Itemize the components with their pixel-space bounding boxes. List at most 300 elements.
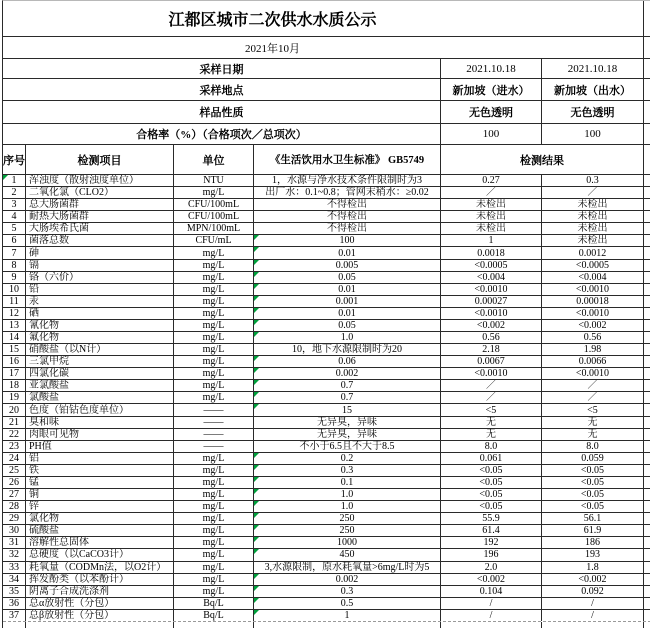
- seq-cell: 8: [3, 260, 26, 271]
- seq-cell: 31: [3, 537, 26, 548]
- result-cell-1: <0.002: [441, 574, 542, 585]
- table-row: [3, 586, 650, 598]
- result-cell-1: 无: [441, 417, 542, 428]
- table-row: [3, 489, 650, 501]
- clipped-edge-column: [644, 465, 650, 476]
- unit-cell: mg/L: [174, 247, 254, 258]
- clipped-edge-column: [644, 610, 650, 621]
- clipped-edge-column: [644, 549, 650, 560]
- result-cell-2: 1.8: [542, 562, 644, 573]
- unit-cell: mg/L: [174, 537, 254, 548]
- seq-cell: 14: [3, 332, 26, 343]
- info-value-1: 2021.10.18: [441, 59, 542, 78]
- standard-cell: 0.7: [254, 380, 441, 391]
- result-cell-1: <5: [441, 404, 542, 415]
- table-row: [3, 417, 650, 429]
- result-cell-2: /: [542, 598, 644, 609]
- green-corner-flag-icon: [254, 453, 259, 458]
- result-cell-2: 未检出: [542, 223, 644, 234]
- item-cell: 氰化物: [26, 320, 174, 331]
- unit-cell: mg/L: [174, 489, 254, 500]
- item-cell: 铬（六价）: [26, 272, 174, 283]
- green-corner-flag-icon: [254, 404, 259, 409]
- result-cell-1: 61.4: [441, 525, 542, 536]
- seq-cell: 5: [3, 223, 26, 234]
- result-cell-1: <0.0010: [441, 368, 542, 379]
- green-corner-flag-icon: [254, 247, 259, 252]
- clipped-edge-column: [644, 124, 650, 144]
- standard-cell: 250: [254, 525, 441, 536]
- report-month: 2021年10月: [245, 42, 300, 55]
- item-cell: 溶解性总固体: [26, 537, 174, 548]
- green-corner-flag-icon: [254, 332, 259, 337]
- result-cell-2: 0.3: [542, 175, 644, 186]
- result-cell-2: <0.0005: [542, 260, 644, 271]
- unit-cell: mg/L: [174, 344, 254, 355]
- seq-cell: 30: [3, 525, 26, 536]
- seq-cell: 2: [3, 187, 26, 198]
- result-cell-2: <0.0010: [542, 368, 644, 379]
- clipped-edge-column: [644, 574, 650, 585]
- col-header-result: 检测结果: [441, 145, 644, 174]
- item-cell: 硫酸盐: [26, 525, 174, 536]
- item-cell: 耗氧量（CODMn法，以O2计）: [26, 562, 174, 573]
- clipped-edge-column: [644, 501, 650, 512]
- unit-cell: mg/L: [174, 465, 254, 476]
- item-cell: 总α放射性（分包）: [26, 598, 174, 609]
- green-corner-flag-icon: [254, 525, 259, 530]
- item-cell: 色度（铂钴色度单位）: [26, 404, 174, 415]
- standard-cell: 不得检出: [254, 211, 441, 222]
- item-cell: 汞: [26, 296, 174, 307]
- seq-cell: 13: [3, 320, 26, 331]
- green-corner-flag-icon: [254, 272, 259, 277]
- standard-cell: 0.3: [254, 465, 441, 476]
- info-value-2: 无色透明: [542, 101, 644, 123]
- result-cell-1: <0.0010: [441, 284, 542, 295]
- column-header-row: [3, 145, 650, 175]
- clipped-edge-column: [644, 260, 650, 271]
- standard-cell: 0.05: [254, 320, 441, 331]
- item-cell: 氯化物: [26, 513, 174, 524]
- item-cell: 铜: [26, 489, 174, 500]
- seq-cell: 11: [3, 296, 26, 307]
- unit-cell: mg/L: [174, 586, 254, 597]
- seq-cell: 3: [3, 199, 26, 210]
- standard-cell: 1: [254, 610, 441, 621]
- standard-cell: 3,水源限制，原水耗氧量>6mg/L时为5: [254, 562, 441, 573]
- subtitle-row: [3, 37, 650, 59]
- green-corner-flag-icon: [254, 549, 259, 554]
- clipped-edge-column: [644, 453, 650, 464]
- clipped-edge-column: [644, 37, 650, 58]
- seq-cell: 10: [3, 284, 26, 295]
- table-row: [3, 537, 650, 549]
- clipped-edge-column: [644, 101, 650, 123]
- seq-cell: 22: [3, 429, 26, 440]
- table-row: [3, 404, 650, 416]
- clipped-edge-column: [644, 344, 650, 355]
- info-value-2: 新加坡（出水）: [542, 79, 644, 100]
- seq-cell: 21: [3, 417, 26, 428]
- result-cell-2: 无: [542, 429, 644, 440]
- result-cell-2: ／: [542, 187, 644, 198]
- measurement-rows-section: [3, 175, 650, 622]
- green-corner-flag-icon: [254, 610, 259, 615]
- sample-info-section: [3, 59, 650, 145]
- standard-cell: 0.002: [254, 368, 441, 379]
- clipped-edge-column: [644, 223, 650, 234]
- item-cell: 三氯甲烷: [26, 356, 174, 367]
- item-cell: 肉眼可见物: [26, 429, 174, 440]
- table-row: [3, 296, 650, 308]
- item-cell: 挥发酚类（以苯酚计）: [26, 574, 174, 585]
- result-cell-1: 0.104: [441, 586, 542, 597]
- green-corner-flag-icon: [254, 586, 259, 591]
- result-cell-2: <0.0010: [542, 284, 644, 295]
- result-cell-1: 55.9: [441, 513, 542, 524]
- clipped-edge-column: [644, 429, 650, 440]
- clipped-edge-column: [644, 489, 650, 500]
- table-row: [3, 272, 650, 284]
- table-row: [3, 368, 650, 380]
- green-corner-flag-icon: [254, 284, 259, 289]
- standard-cell: 无异臭，异味: [254, 429, 441, 440]
- table-row: [3, 549, 650, 561]
- seq-cell: 26: [3, 477, 26, 488]
- table-row: [3, 187, 650, 199]
- table-row: [3, 477, 650, 489]
- unit-cell: mg/L: [174, 477, 254, 488]
- unit-cell: mg/L: [174, 525, 254, 536]
- standard-cell: 无异臭，异味: [254, 417, 441, 428]
- result-cell-2: <5: [542, 404, 644, 415]
- clipped-edge-column: [644, 332, 650, 343]
- result-cell-2: /: [542, 610, 644, 621]
- result-cell-2: 193: [542, 549, 644, 560]
- clipped-edge-column: [644, 296, 650, 307]
- table-row: [3, 356, 650, 368]
- item-cell: 总β放射性（分包）: [26, 610, 174, 621]
- seq-cell: 32: [3, 549, 26, 560]
- result-cell-1: <0.0005: [441, 260, 542, 271]
- green-corner-flag-icon: [254, 489, 259, 494]
- seq-cell: 33: [3, 562, 26, 573]
- result-cell-1: 2.0: [441, 562, 542, 573]
- col-header-unit: 单位: [174, 145, 254, 174]
- seq-cell: 1: [3, 175, 26, 186]
- unit-cell: Bq/L: [174, 598, 254, 609]
- result-cell-1: <0.05: [441, 489, 542, 500]
- standard-cell: 0.3: [254, 586, 441, 597]
- unit-cell: CFU/mL: [174, 235, 254, 246]
- result-cell-2: 1.98: [542, 344, 644, 355]
- clipped-edge-column: [644, 272, 650, 283]
- unit-cell: ——: [174, 404, 254, 415]
- unit-cell: ——: [174, 417, 254, 428]
- result-cell-1: 0.00027: [441, 296, 542, 307]
- clipped-edge-column: [644, 562, 650, 573]
- unit-cell: ——: [174, 429, 254, 440]
- unit-cell: mg/L: [174, 272, 254, 283]
- standard-cell: 出厂水：0.1~0.8；管网末稍水：≥0.02: [254, 187, 441, 198]
- seq-cell: 25: [3, 465, 26, 476]
- table-row: [3, 320, 650, 332]
- result-cell-1: 8.0: [441, 441, 542, 452]
- unit-cell: NTU: [174, 175, 254, 186]
- unit-cell: mg/L: [174, 562, 254, 573]
- standard-cell: 不得检出: [254, 223, 441, 234]
- standard-cell: 0.001: [254, 296, 441, 307]
- clipped-edge-column: [644, 598, 650, 609]
- unit-cell: mg/L: [174, 320, 254, 331]
- seq-cell: 24: [3, 453, 26, 464]
- table-row: [3, 247, 650, 259]
- seq-cell: 17: [3, 368, 26, 379]
- subtitle-row-spacer: [542, 37, 644, 58]
- standard-cell: 0.002: [254, 574, 441, 585]
- unit-cell: mg/L: [174, 296, 254, 307]
- seq-cell: 7: [3, 247, 26, 258]
- result-cell-2: 0.0066: [542, 356, 644, 367]
- item-cell: 四氯化碳: [26, 368, 174, 379]
- seq-cell: 4: [3, 211, 26, 222]
- clipped-edge-column: [644, 537, 650, 548]
- info-value-1: 无色透明: [441, 101, 542, 123]
- seq-cell: 27: [3, 489, 26, 500]
- green-corner-flag-icon: [254, 235, 259, 240]
- standard-cell: 1.0: [254, 501, 441, 512]
- clipped-edge-column: [644, 586, 650, 597]
- result-cell-1: 未检出: [441, 211, 542, 222]
- green-corner-flag-icon: [254, 356, 259, 361]
- unit-cell: mg/L: [174, 549, 254, 560]
- standard-cell: 0.7: [254, 392, 441, 403]
- unit-cell: mg/L: [174, 380, 254, 391]
- info-label: 采样地点: [3, 79, 441, 100]
- green-corner-flag-icon: [254, 537, 259, 542]
- seq-cell: 28: [3, 501, 26, 512]
- info-label: 合格率（%）（合格项次／总项次）: [3, 124, 441, 144]
- standard-cell: 0.06: [254, 356, 441, 367]
- green-corner-flag-icon: [254, 501, 259, 506]
- unit-cell: mg/L: [174, 260, 254, 271]
- table-row: [3, 513, 650, 525]
- green-corner-flag-icon: [254, 368, 259, 373]
- info-value-2: 100: [542, 124, 644, 144]
- info-label: 样品性质: [3, 101, 441, 123]
- standard-cell: 不小于6.5且不大于8.5: [254, 441, 441, 452]
- result-cell-2: ／: [542, 380, 644, 391]
- item-cell: 臭和味: [26, 417, 174, 428]
- table-row: [3, 441, 650, 453]
- standard-cell: 0.05: [254, 272, 441, 283]
- table-row: [3, 260, 650, 272]
- info-value-1: 100: [441, 124, 542, 144]
- info-row: [3, 59, 650, 79]
- table-row: [3, 344, 650, 356]
- seq-cell: 36: [3, 598, 26, 609]
- item-cell: 铅: [26, 284, 174, 295]
- table-row: [3, 574, 650, 586]
- table-row: [3, 380, 650, 392]
- result-cell-2: 56.1: [542, 513, 644, 524]
- clipped-bottom-row: [3, 622, 650, 628]
- item-cell: PH值: [26, 441, 174, 452]
- green-corner-flag-icon: [254, 598, 259, 603]
- result-cell-1: 0.061: [441, 453, 542, 464]
- item-cell: 锌: [26, 501, 174, 512]
- standard-cell: 0.2: [254, 453, 441, 464]
- seq-cell: 16: [3, 356, 26, 367]
- item-cell: 亚氯酸盐: [26, 380, 174, 391]
- item-cell: 总硬度（以CaCO3计）: [26, 549, 174, 560]
- result-cell-2: 未检出: [542, 199, 644, 210]
- unit-cell: mg/L: [174, 513, 254, 524]
- result-cell-2: <0.0010: [542, 308, 644, 319]
- result-cell-1: <0.0010: [441, 308, 542, 319]
- info-label: 采样日期: [3, 59, 441, 78]
- clipped-edge-column: [644, 525, 650, 536]
- result-cell-1: 0.0067: [441, 356, 542, 367]
- table-row: [3, 562, 650, 574]
- result-cell-1: ／: [441, 187, 542, 198]
- table-row: [3, 284, 650, 296]
- title-row: [3, 1, 650, 37]
- unit-cell: Bq/L: [174, 610, 254, 621]
- seq-cell: 20: [3, 404, 26, 415]
- item-cell: 镉: [26, 260, 174, 271]
- standard-cell: 0.01: [254, 247, 441, 258]
- result-cell-1: <0.05: [441, 477, 542, 488]
- clipped-edge-column: [644, 368, 650, 379]
- result-cell-2: ／: [542, 392, 644, 403]
- table-row: [3, 223, 650, 235]
- item-cell: 二氧化氯（CLO2）: [26, 187, 174, 198]
- table-row: [3, 235, 650, 247]
- green-corner-flag-icon: [254, 392, 259, 397]
- clipped-edge-column: [644, 477, 650, 488]
- standard-cell: 1.0: [254, 489, 441, 500]
- clipped-edge-column: [644, 392, 650, 403]
- result-cell-1: 0.56: [441, 332, 542, 343]
- clipped-edge-column: [644, 199, 650, 210]
- seq-cell: 29: [3, 513, 26, 524]
- item-cell: 硒: [26, 308, 174, 319]
- result-cell-2: <0.002: [542, 320, 644, 331]
- col-header-seq: 序号: [3, 145, 26, 174]
- info-row: [3, 124, 650, 145]
- standard-cell: 0.01: [254, 284, 441, 295]
- clipped-edge-column: [644, 513, 650, 524]
- result-cell-1: /: [441, 598, 542, 609]
- seq-cell: 35: [3, 586, 26, 597]
- clipped-edge-column: [644, 284, 650, 295]
- spreadsheet-grid: [2, 0, 650, 628]
- clipped-edge-column: [644, 175, 650, 186]
- table-row: [3, 429, 650, 441]
- standard-cell: 0.1: [254, 477, 441, 488]
- seq-cell: 15: [3, 344, 26, 355]
- result-cell-2: 无: [542, 417, 644, 428]
- standard-cell: 1，水源与净水技术条件限制时为3: [254, 175, 441, 186]
- item-cell: 铁: [26, 465, 174, 476]
- unit-cell: CFU/100mL: [174, 199, 254, 210]
- result-cell-1: 0.0018: [441, 247, 542, 258]
- result-cell-1: 2.18: [441, 344, 542, 355]
- unit-cell: mg/L: [174, 356, 254, 367]
- green-corner-flag-icon: [3, 175, 8, 180]
- result-cell-2: <0.05: [542, 477, 644, 488]
- result-cell-1: 196: [441, 549, 542, 560]
- seq-cell: 18: [3, 380, 26, 391]
- result-cell-2: 8.0: [542, 441, 644, 452]
- item-cell: 浑浊度（散射浊度单位）: [26, 175, 174, 186]
- seq-cell: 9: [3, 272, 26, 283]
- unit-cell: mg/L: [174, 368, 254, 379]
- standard-cell: 不得检出: [254, 199, 441, 210]
- result-cell-2: <0.05: [542, 489, 644, 500]
- clipped-edge-column: [644, 59, 650, 78]
- seq-cell: 37: [3, 610, 26, 621]
- table-row: [3, 211, 650, 223]
- table-row: [3, 199, 650, 211]
- seq-cell: 12: [3, 308, 26, 319]
- result-cell-2: 0.092: [542, 586, 644, 597]
- result-cell-2: 未检出: [542, 235, 644, 246]
- item-cell: 氯酸盐: [26, 392, 174, 403]
- unit-cell: mg/L: [174, 501, 254, 512]
- clipped-edge-column: [644, 404, 650, 415]
- page-title: 江都区城市二次供水水质公示: [168, 12, 377, 29]
- green-corner-flag-icon: [254, 308, 259, 313]
- green-corner-flag-icon: [254, 380, 259, 385]
- result-cell-2: <0.05: [542, 465, 644, 476]
- result-cell-1: ／: [441, 380, 542, 391]
- standard-cell: 15: [254, 404, 441, 415]
- result-cell-1: 1: [441, 235, 542, 246]
- green-corner-flag-icon: [254, 320, 259, 325]
- table-row: [3, 525, 650, 537]
- col-header-item: 检测项目: [26, 145, 174, 174]
- unit-cell: mg/L: [174, 574, 254, 585]
- green-corner-flag-icon: [254, 260, 259, 265]
- table-row: [3, 332, 650, 344]
- unit-cell: mg/L: [174, 453, 254, 464]
- standard-cell: 1000: [254, 537, 441, 548]
- clipped-edge-column: [644, 145, 650, 174]
- clipped-edge-column: [644, 417, 650, 428]
- result-cell-2: <0.002: [542, 574, 644, 585]
- seq-cell: 19: [3, 392, 26, 403]
- green-corner-flag-icon: [254, 296, 259, 301]
- table-row: [3, 308, 650, 320]
- table-row: [3, 610, 650, 622]
- result-cell-1: 无: [441, 429, 542, 440]
- item-cell: 阴离子合成洗涤剂: [26, 586, 174, 597]
- result-cell-1: ／: [441, 392, 542, 403]
- clipped-edge-column: [644, 320, 650, 331]
- result-cell-1: <0.004: [441, 272, 542, 283]
- item-cell: 大肠埃希氏菌: [26, 223, 174, 234]
- item-cell: 铝: [26, 453, 174, 464]
- clipped-edge-column: [644, 380, 650, 391]
- item-cell: 菌落总数: [26, 235, 174, 246]
- green-corner-flag-icon: [254, 574, 259, 579]
- standard-cell: 0.005: [254, 260, 441, 271]
- standard-cell: 100: [254, 235, 441, 246]
- result-cell-2: 0.56: [542, 332, 644, 343]
